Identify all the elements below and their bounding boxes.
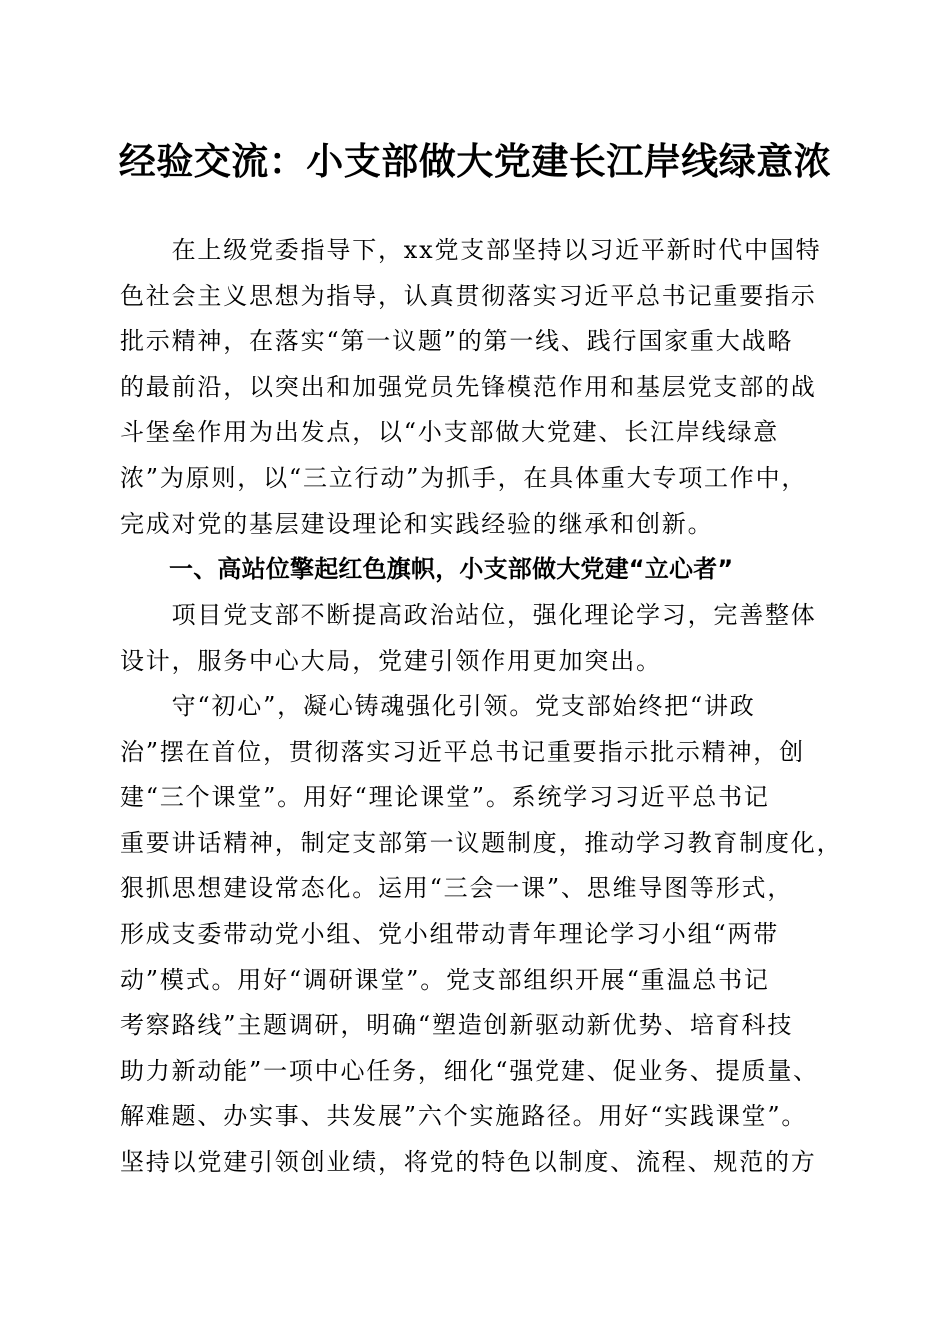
text-line: 治”摆在首位，贯彻落实习近平总书记重要指示批示精神，创 [120,737,805,766]
text-line: 考察路线”主题调研，明确“塑造创新驱动新优势、培育科技 [120,1011,794,1040]
text-line: 建“三个课堂”。用好“理论课堂”。系统学习习近平总书记 [120,783,770,812]
text-line: 斗堡垒作用为出发点，以“小支部做大党建、长江岸线绿意 [120,418,780,447]
text-line: 守“初心”，凝心铸魂强化引领。党支部始终把“讲政 [120,692,756,720]
text-line: 在上级党委指导下，xx党支部坚持以习近平新时代中国特 [120,236,822,264]
text-line: 批示精神，在落实“第一议题”的第一线、践行国家重大战略 [120,327,794,356]
text-line: 重要讲话精神，制定支部第一议题制度，推动学习教育制度化， [120,828,843,857]
text-line: 解难题、办实事、共发展”六个实施路径。用好“实践课堂”。 [120,1102,808,1131]
text-line: 浓”为原则，以“三立行动”为抓手，在具体重大专项工作中， [120,463,808,492]
text-line: 动”模式。用好“调研课堂”。党支部组织开展“重温总书记 [120,965,770,994]
text-line: 色社会主义思想为指导，认真贯彻落实习近平总书记重要指示 [120,281,817,310]
text-line: 助力新动能”一项中心任务，细化“强党建、促业务、提质量、 [120,1056,819,1085]
paragraph-chuxin [120,684,850,1186]
paragraph-section1-intro [120,593,850,684]
text-line: 坚持以党建引领创业绩，将党的特色以制度、流程、规范的方 [120,1147,817,1176]
text-line: 的最前沿，以突出和加强党员先锋模范作用和基层党支部的战 [120,372,817,401]
text-line: 形成支委带动党小组、党小组带动青年理论学习小组“两带 [120,919,780,948]
paragraph-intro [120,228,850,547]
text-line: 完成对党的基层建设理论和实践经验的继承和创新。 [120,509,714,538]
text-line: 设计，服务中心大局，党建引领作用更加突出。 [120,646,662,675]
text-line: 项目党支部不断提高政治站位，强化理论学习，完善整体 [120,601,817,629]
text-line: 狠抓思想建设常态化。运用“三会一课”、思维导图等形式， [120,874,794,903]
section-heading-1: 一、高站位擎起红色旗帜，小支部做大党建“立心者” [169,555,734,583]
document-title: 经验交流：小支部做大党建长江岸线绿意浓 [118,139,832,183]
